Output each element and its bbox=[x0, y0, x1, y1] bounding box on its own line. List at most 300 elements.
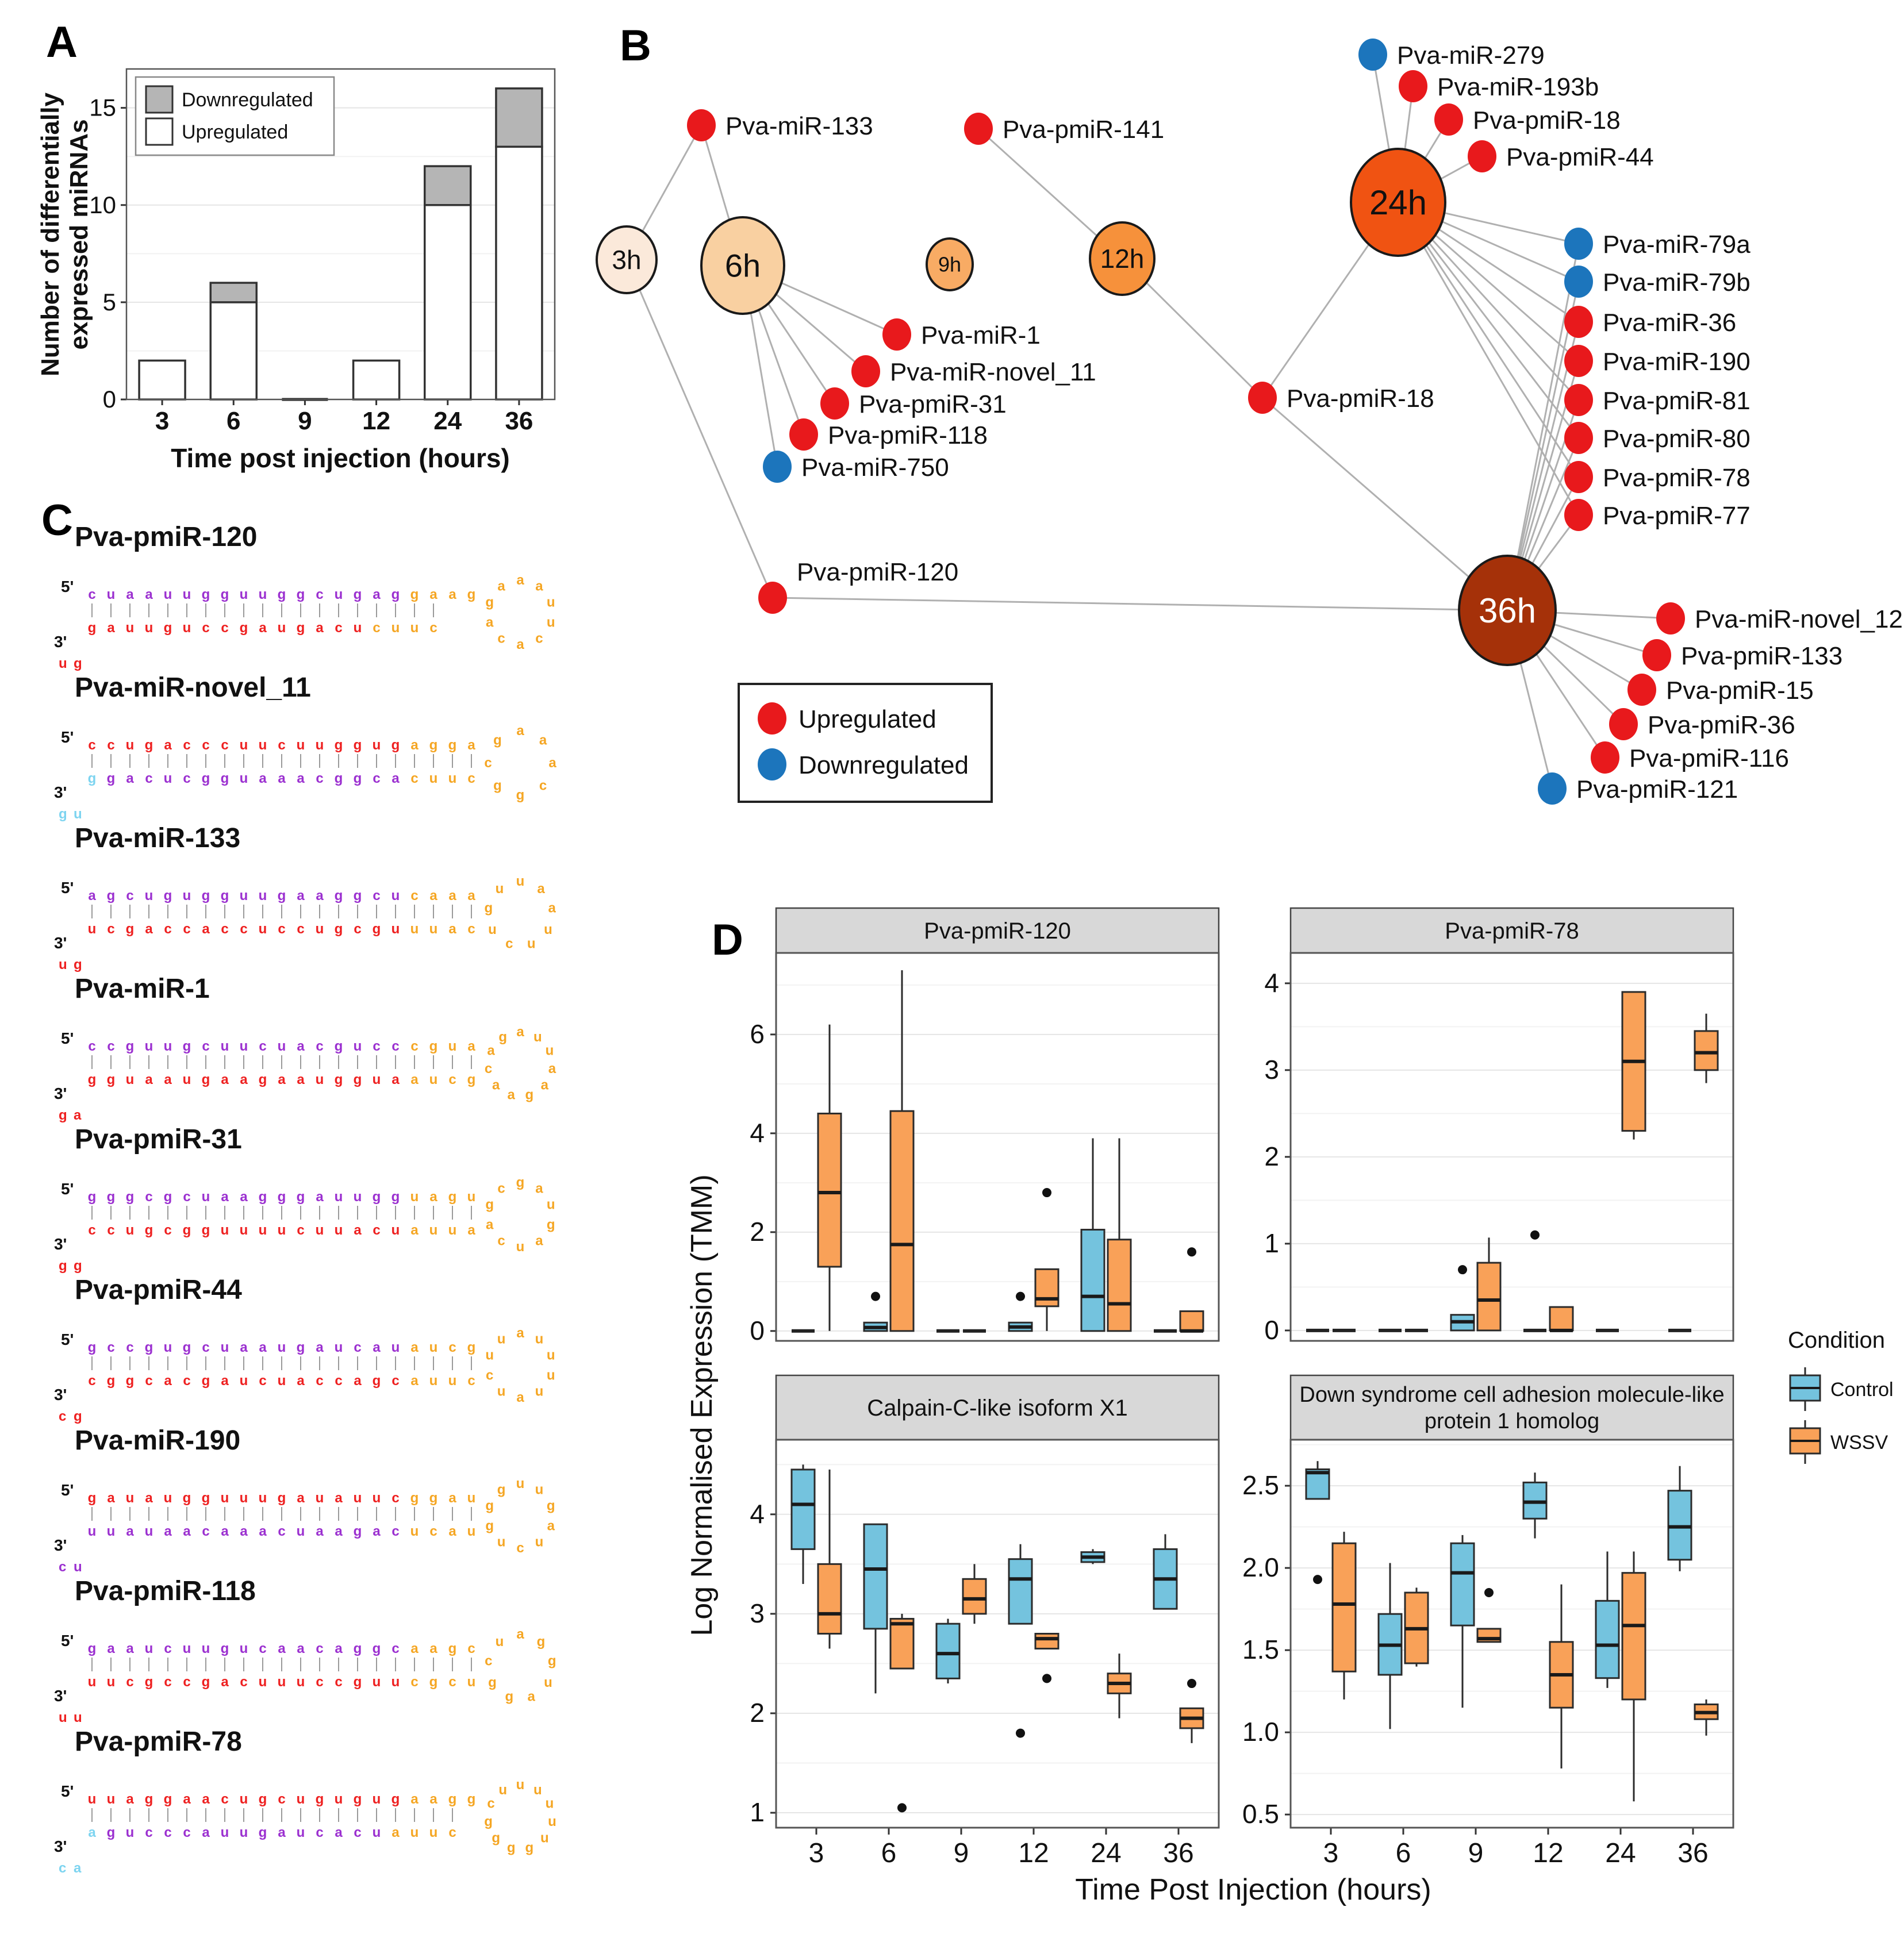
nt-bottom: a bbox=[373, 1524, 381, 1539]
nt-top: u bbox=[296, 1791, 305, 1807]
panel-b-network-diagram bbox=[552, 0, 1904, 845]
outlier-point bbox=[1484, 1588, 1494, 1597]
nt-top: a bbox=[202, 1791, 210, 1807]
nt-top: a bbox=[107, 1641, 115, 1656]
panel-d-letter: D bbox=[712, 916, 743, 964]
nt-loop: g bbox=[536, 1634, 546, 1650]
nt-top: u bbox=[106, 587, 116, 602]
nt-top: c bbox=[259, 1039, 267, 1054]
nt-bottom: c bbox=[297, 921, 305, 937]
nt-bottom: a bbox=[410, 1373, 419, 1389]
mirna-node-label: Pva-pmiR-116 bbox=[1629, 744, 1789, 772]
nt-bottom: a bbox=[316, 1524, 324, 1539]
nt-loop: c bbox=[516, 1540, 524, 1556]
mirna-node-upregulated bbox=[882, 318, 911, 351]
nt-bottom: c bbox=[467, 1373, 475, 1389]
nt-bottom: u bbox=[334, 1222, 343, 1238]
nt-bottom: u bbox=[429, 1373, 438, 1389]
nt-loop: u bbox=[516, 1239, 525, 1255]
nt-top: a bbox=[373, 587, 381, 602]
nt-top: a bbox=[467, 888, 475, 903]
nt-top: u bbox=[334, 587, 343, 602]
nt-top: g bbox=[220, 1641, 229, 1656]
nt-bottom: u bbox=[258, 1674, 267, 1690]
y-axis-label-line1: Number of differentially bbox=[36, 93, 64, 376]
tail-nt: u bbox=[74, 1559, 82, 1575]
box-wssv bbox=[1622, 1573, 1645, 1700]
panel-c-letter: C bbox=[41, 496, 73, 545]
nt-bottom: a bbox=[354, 1222, 362, 1238]
five-prime-label: 5' bbox=[61, 1331, 74, 1348]
nt-bottom: u bbox=[448, 1222, 457, 1238]
nt-bottom: u bbox=[277, 1222, 286, 1238]
box-wssv bbox=[818, 1564, 841, 1633]
nt-top: u bbox=[163, 1490, 172, 1506]
x-tick-label: 3 bbox=[808, 1838, 824, 1868]
x-tick-label: 12 bbox=[1018, 1838, 1049, 1868]
nt-bottom: g bbox=[87, 771, 97, 786]
nt-bottom: a bbox=[202, 1825, 210, 1840]
nt-bottom: u bbox=[239, 771, 248, 786]
outlier-point bbox=[1187, 1247, 1196, 1256]
nt-bottom: c bbox=[429, 620, 437, 636]
nt-loop: u bbox=[516, 1476, 525, 1491]
nt-bottom: u bbox=[296, 1825, 305, 1840]
nt-top: g bbox=[391, 737, 400, 753]
tail-nt: u bbox=[74, 806, 82, 822]
nt-top: g bbox=[277, 587, 286, 602]
nt-loop: u bbox=[488, 922, 497, 937]
y-tick-label: 4 bbox=[750, 1117, 765, 1148]
nt-top: a bbox=[278, 1641, 286, 1656]
nt-bottom: g bbox=[334, 771, 343, 786]
nt-top: u bbox=[258, 587, 267, 602]
nt-bottom: a bbox=[126, 1524, 134, 1539]
nt-top: g bbox=[106, 888, 116, 903]
nt-bottom: u bbox=[429, 771, 438, 786]
nt-top: a bbox=[448, 888, 456, 903]
structure-name: Pva-miR-190 bbox=[75, 1425, 241, 1456]
network-legend-label: Upregulated bbox=[799, 705, 936, 733]
nt-top: c bbox=[410, 1039, 419, 1054]
nt-bottom: u bbox=[125, 1072, 135, 1087]
nt-bottom: g bbox=[353, 1674, 362, 1690]
nt-bottom: c bbox=[88, 1222, 96, 1238]
tail-nt: u bbox=[74, 1710, 82, 1725]
y-tick-label: 2 bbox=[750, 1216, 765, 1247]
nt-top: a bbox=[410, 1641, 419, 1656]
box-control bbox=[1009, 1559, 1032, 1624]
nt-top: a bbox=[88, 888, 96, 903]
nt-top: g bbox=[429, 737, 438, 753]
nt-bottom: u bbox=[391, 620, 400, 636]
nt-bottom: u bbox=[353, 620, 362, 636]
mirna-node-label: Pva-pmiR-81 bbox=[1603, 387, 1751, 415]
nt-top: g bbox=[277, 1490, 286, 1506]
nt-bottom: a bbox=[278, 771, 286, 786]
mirna-node-label: Pva-miR-novel_12 bbox=[1695, 605, 1903, 633]
nt-top: g bbox=[353, 888, 362, 903]
y-tick-label: 5 bbox=[102, 288, 116, 316]
nt-loop: a bbox=[548, 755, 556, 771]
mirna-node-label: Pva-miR-750 bbox=[801, 453, 949, 482]
nt-top: a bbox=[335, 1490, 343, 1506]
nt-loop: c bbox=[484, 755, 492, 771]
tail-nt: g bbox=[59, 1108, 67, 1123]
nt-bottom: u bbox=[315, 1222, 324, 1238]
nt-loop: a bbox=[486, 614, 494, 630]
outlier-point bbox=[871, 1292, 880, 1301]
nt-loop: a bbox=[516, 1390, 524, 1405]
nt-bottom: c bbox=[297, 1222, 305, 1238]
nt-top: c bbox=[467, 1641, 475, 1656]
mirna-node-label: Pva-pmiR-36 bbox=[1648, 711, 1795, 739]
nt-bottom: c bbox=[429, 1524, 437, 1539]
nt-top: u bbox=[239, 1039, 248, 1054]
nt-bottom: a bbox=[259, 620, 267, 636]
nt-top: g bbox=[163, 1189, 172, 1205]
time-node-label: 6h bbox=[724, 247, 761, 284]
legend-swatch-upregulated bbox=[146, 118, 172, 145]
nt-bottom: c bbox=[391, 1373, 400, 1389]
x-tick-label: 36 bbox=[1163, 1838, 1194, 1868]
nt-top: c bbox=[391, 1039, 400, 1054]
nt-top: g bbox=[87, 1641, 97, 1656]
mirna-node-label: Pva-pmiR-18 bbox=[1287, 385, 1434, 413]
outlier-point bbox=[1530, 1231, 1540, 1240]
nt-bottom: c bbox=[88, 1373, 96, 1389]
nt-loop: g bbox=[546, 1217, 555, 1233]
nt-loop: u bbox=[540, 1830, 549, 1846]
nt-bottom: u bbox=[467, 1674, 476, 1690]
nt-bottom: a bbox=[240, 1524, 248, 1539]
tail-nt: g bbox=[74, 1258, 82, 1274]
nt-bottom: u bbox=[239, 1373, 248, 1389]
y-tick-label: 1.5 bbox=[1242, 1635, 1279, 1665]
nt-top: u bbox=[372, 737, 381, 753]
nt-bottom: g bbox=[201, 1222, 210, 1238]
nt-bottom: u bbox=[87, 1674, 97, 1690]
facet-title: Pva-pmiR-78 bbox=[1445, 918, 1579, 944]
five-prime-label: 5' bbox=[61, 1632, 74, 1650]
nt-loop: a bbox=[487, 1043, 495, 1059]
nt-top: a bbox=[429, 587, 437, 602]
nt-bottom: a bbox=[448, 921, 456, 937]
nt-top: u bbox=[125, 737, 135, 753]
nt-top: g bbox=[87, 1340, 97, 1355]
nt-top: g bbox=[87, 1490, 97, 1506]
mirna-node-upregulated bbox=[964, 113, 993, 145]
mirna-node-label: Pva-miR-193b bbox=[1437, 73, 1599, 101]
network-legend-dot-red bbox=[758, 702, 786, 735]
facet-title: Pva-pmiR-120 bbox=[924, 918, 1071, 944]
mirna-node-upregulated bbox=[1564, 384, 1593, 416]
nt-bottom: u bbox=[372, 1072, 381, 1087]
nt-top: u bbox=[125, 1490, 135, 1506]
nt-bottom: u bbox=[125, 1825, 135, 1840]
nt-top: u bbox=[467, 1490, 476, 1506]
nt-bottom: u bbox=[106, 1674, 116, 1690]
outlier-point bbox=[897, 1803, 907, 1812]
tail-nt: a bbox=[74, 1860, 82, 1876]
nt-top: u bbox=[353, 1490, 362, 1506]
y-tick-label: 2.0 bbox=[1242, 1552, 1279, 1583]
facet-title-line2: protein 1 homolog bbox=[1424, 1409, 1600, 1433]
nt-bottom: g bbox=[106, 771, 116, 786]
nt-bottom: c bbox=[145, 1825, 153, 1840]
nt-top: c bbox=[145, 1189, 153, 1205]
nt-loop: g bbox=[516, 1175, 525, 1190]
nt-bottom: u bbox=[429, 1072, 438, 1087]
nt-top: g bbox=[201, 587, 210, 602]
network-edge bbox=[773, 598, 1507, 610]
nt-top: g bbox=[201, 1490, 210, 1506]
mirna-node-label: Pva-pmiR-80 bbox=[1603, 425, 1751, 453]
nt-loop: a bbox=[516, 1325, 524, 1341]
nt-bottom: a bbox=[107, 620, 115, 636]
nt-bottom: a bbox=[297, 1072, 305, 1087]
facet-bg bbox=[1291, 953, 1733, 1341]
nt-loop: u bbox=[544, 922, 552, 937]
nt-loop: a bbox=[539, 732, 547, 748]
nt-top: c bbox=[448, 1340, 456, 1355]
nt-bottom: g bbox=[353, 771, 362, 786]
nt-loop: g bbox=[485, 594, 494, 610]
nt-bottom: c bbox=[373, 620, 381, 636]
x-tick-label: 9 bbox=[298, 407, 312, 435]
facet-bg bbox=[776, 953, 1219, 1341]
nt-bottom: u bbox=[239, 1825, 248, 1840]
nt-top: a bbox=[259, 1340, 267, 1355]
nt-top: c bbox=[88, 587, 96, 602]
mirna-node-label: Pva-pmiR-118 bbox=[828, 421, 988, 449]
outlier-point bbox=[1042, 1674, 1051, 1683]
five-prime-label: 5' bbox=[61, 1180, 74, 1198]
nt-top: c bbox=[126, 888, 134, 903]
legend-item-label: WSSV bbox=[1830, 1432, 1888, 1454]
nt-bottom: a bbox=[354, 1373, 362, 1389]
nt-loop: u bbox=[485, 1347, 494, 1363]
outlier-point bbox=[1187, 1679, 1196, 1688]
nt-loop: g bbox=[485, 1518, 494, 1534]
tail-nt: g bbox=[59, 806, 67, 822]
nt-loop: g bbox=[488, 1675, 497, 1690]
nt-bottom: c bbox=[164, 1674, 172, 1690]
nt-top: u bbox=[220, 1490, 229, 1506]
nt-top: c bbox=[391, 1641, 400, 1656]
legend-label-downregulated: Downregulated bbox=[182, 89, 313, 111]
y-tick-label: 2.5 bbox=[1242, 1470, 1279, 1501]
bar-downregulated bbox=[425, 166, 471, 205]
structure-name: Pva-pmiR-31 bbox=[75, 1124, 242, 1155]
nt-bottom: a bbox=[164, 1524, 172, 1539]
nt-top: c bbox=[221, 737, 229, 753]
nt-top: c bbox=[202, 737, 210, 753]
three-prime-label: 3' bbox=[54, 1235, 67, 1253]
nt-bottom: g bbox=[125, 921, 135, 937]
mirna-node-upregulated bbox=[1609, 708, 1638, 740]
nt-bottom: u bbox=[277, 620, 286, 636]
nt-top: u bbox=[258, 737, 267, 753]
tail-nt: g bbox=[59, 1258, 67, 1274]
nt-top: g bbox=[429, 1039, 438, 1054]
nt-bottom: a bbox=[335, 1524, 343, 1539]
box-control bbox=[792, 1470, 815, 1549]
x-tick-label: 6 bbox=[227, 407, 241, 435]
nt-bottom: a bbox=[410, 1222, 419, 1238]
nt-top: u bbox=[258, 888, 267, 903]
box-wssv bbox=[890, 1111, 913, 1331]
nt-top: c bbox=[373, 1039, 381, 1054]
nt-top: a bbox=[164, 737, 172, 753]
mirna-node-label: Pva-pmiR-141 bbox=[1003, 116, 1165, 144]
five-prime-label: 5' bbox=[61, 1481, 74, 1499]
mirna-node-label: Pva-miR-79a bbox=[1603, 230, 1751, 259]
outlier-point bbox=[1458, 1265, 1467, 1274]
three-prime-label: 3' bbox=[54, 934, 67, 952]
nt-bottom: c bbox=[145, 771, 153, 786]
x-tick-label: 3 bbox=[1323, 1838, 1339, 1868]
box-wssv bbox=[1180, 1311, 1203, 1331]
nt-top: u bbox=[182, 587, 191, 602]
nt-loop: a bbox=[516, 1024, 524, 1040]
nt-bottom: u bbox=[391, 1222, 400, 1238]
nt-bottom: u bbox=[448, 771, 457, 786]
nt-bottom: u bbox=[429, 921, 438, 937]
nt-bottom: g bbox=[334, 921, 343, 937]
nt-loop: g bbox=[546, 1498, 555, 1514]
nt-bottom: c bbox=[316, 771, 324, 786]
mirna-node-label: Pva-pmiR-78 bbox=[1603, 464, 1751, 492]
five-prime-label: 5' bbox=[61, 1029, 74, 1047]
nt-bottom: g bbox=[372, 1373, 381, 1389]
box-control bbox=[936, 1624, 959, 1678]
nt-loop: c bbox=[497, 1233, 505, 1249]
x-tick-label: 12 bbox=[1533, 1838, 1564, 1868]
legend-label-upregulated: Upregulated bbox=[182, 121, 289, 143]
mirna-node-label: Pva-miR-279 bbox=[1397, 41, 1545, 70]
nt-bottom: c bbox=[164, 1222, 172, 1238]
nt-top: g bbox=[144, 737, 153, 753]
nt-loop: g bbox=[485, 1197, 494, 1213]
y-tick-label: 0.5 bbox=[1242, 1799, 1279, 1829]
nt-bottom: u bbox=[429, 1222, 438, 1238]
structure-name: Pva-miR-novel_11 bbox=[75, 672, 311, 703]
nt-bottom: a bbox=[297, 771, 305, 786]
nt-top: u bbox=[315, 737, 324, 753]
facet-title: Calpain-C-like isoform X1 bbox=[867, 1395, 1128, 1421]
nt-top: g bbox=[353, 737, 362, 753]
nt-bottom: u bbox=[125, 620, 135, 636]
nt-top: u bbox=[372, 1490, 381, 1506]
nt-loop: g bbox=[484, 1813, 493, 1829]
mirna-node-downregulated bbox=[1358, 39, 1387, 71]
nt-loop: u bbox=[535, 1534, 544, 1550]
nt-loop: u bbox=[546, 1197, 555, 1213]
nt-loop: c bbox=[484, 1060, 493, 1076]
mirna-node-label: Pva-miR-36 bbox=[1603, 309, 1737, 337]
nt-loop: u bbox=[545, 1795, 554, 1812]
bar-upregulated bbox=[354, 360, 400, 399]
nt-bottom: g bbox=[296, 620, 305, 636]
nt-bottom: u bbox=[296, 1524, 305, 1539]
nt-top: u bbox=[391, 1340, 400, 1355]
mirna-node-label: Pva-pmiR-120 bbox=[797, 558, 959, 586]
nt-bottom: c bbox=[373, 1222, 381, 1238]
nt-top: u bbox=[163, 587, 172, 602]
nt-loop: u bbox=[535, 1482, 544, 1498]
mirna-node-upregulated bbox=[1564, 422, 1593, 454]
nt-top: u bbox=[239, 587, 248, 602]
nt-bottom: u bbox=[372, 1825, 381, 1840]
three-prime-label: 3' bbox=[54, 633, 67, 651]
nt-bottom: u bbox=[315, 1072, 324, 1087]
nt-loop: g bbox=[493, 732, 502, 748]
time-node-label: 36h bbox=[1478, 591, 1537, 630]
nt-top: g bbox=[391, 587, 400, 602]
nt-loop: u bbox=[546, 614, 555, 630]
nt-loop: g bbox=[525, 1087, 534, 1103]
nt-loop: a bbox=[548, 1060, 556, 1076]
nt-loop: a bbox=[547, 1518, 555, 1534]
nt-top: u bbox=[277, 1039, 286, 1054]
nt-bottom: a bbox=[278, 1072, 286, 1087]
nt-top: g bbox=[87, 1189, 97, 1205]
nt-bottom: c bbox=[373, 771, 381, 786]
tail-nt: u bbox=[59, 957, 67, 972]
nt-top: u bbox=[315, 1490, 324, 1506]
nt-top: g bbox=[144, 1791, 153, 1807]
nt-top: g bbox=[467, 1791, 476, 1807]
mirna-node-downregulated bbox=[1538, 772, 1567, 805]
nt-bottom: c bbox=[107, 921, 115, 937]
box-wssv bbox=[963, 1579, 986, 1614]
nt-top: g bbox=[220, 587, 229, 602]
mirna-node-upregulated bbox=[1656, 602, 1685, 635]
nt-top: c bbox=[316, 1641, 324, 1656]
mirna-node-upregulated bbox=[1248, 382, 1277, 414]
nt-loop: u bbox=[546, 594, 555, 610]
nt-bottom: a bbox=[391, 1825, 400, 1840]
nt-top: c bbox=[221, 1791, 229, 1807]
nt-top: u bbox=[372, 1791, 381, 1807]
nt-top: g bbox=[448, 1189, 457, 1205]
nt-bottom: c bbox=[183, 1825, 191, 1840]
nt-top: u bbox=[258, 1490, 267, 1506]
mirna-node-upregulated bbox=[1564, 345, 1593, 377]
nt-loop: a bbox=[516, 723, 524, 739]
time-node-label: 24h bbox=[1369, 183, 1427, 222]
nt-top: c bbox=[183, 1189, 191, 1205]
bar-upregulated bbox=[139, 360, 185, 399]
network-legend-label: Downregulated bbox=[799, 751, 969, 779]
y-tick-label: 3 bbox=[1264, 1054, 1279, 1085]
nt-bottom: c bbox=[202, 1524, 210, 1539]
nt-loop: u bbox=[533, 1029, 542, 1045]
x-tick-label: 24 bbox=[1091, 1838, 1122, 1868]
nt-bottom: g bbox=[144, 1222, 153, 1238]
bar-upregulated bbox=[425, 205, 471, 399]
mirna-node-downregulated bbox=[1564, 228, 1593, 260]
nt-top: c bbox=[107, 737, 115, 753]
nt-top: c bbox=[107, 1340, 115, 1355]
five-prime-label: 5' bbox=[61, 1782, 74, 1800]
nt-bottom: u bbox=[182, 620, 191, 636]
nt-top: g bbox=[410, 587, 419, 602]
nt-bottom: c bbox=[410, 1674, 419, 1690]
nt-top: a bbox=[297, 888, 305, 903]
nt-top: c bbox=[259, 1641, 267, 1656]
